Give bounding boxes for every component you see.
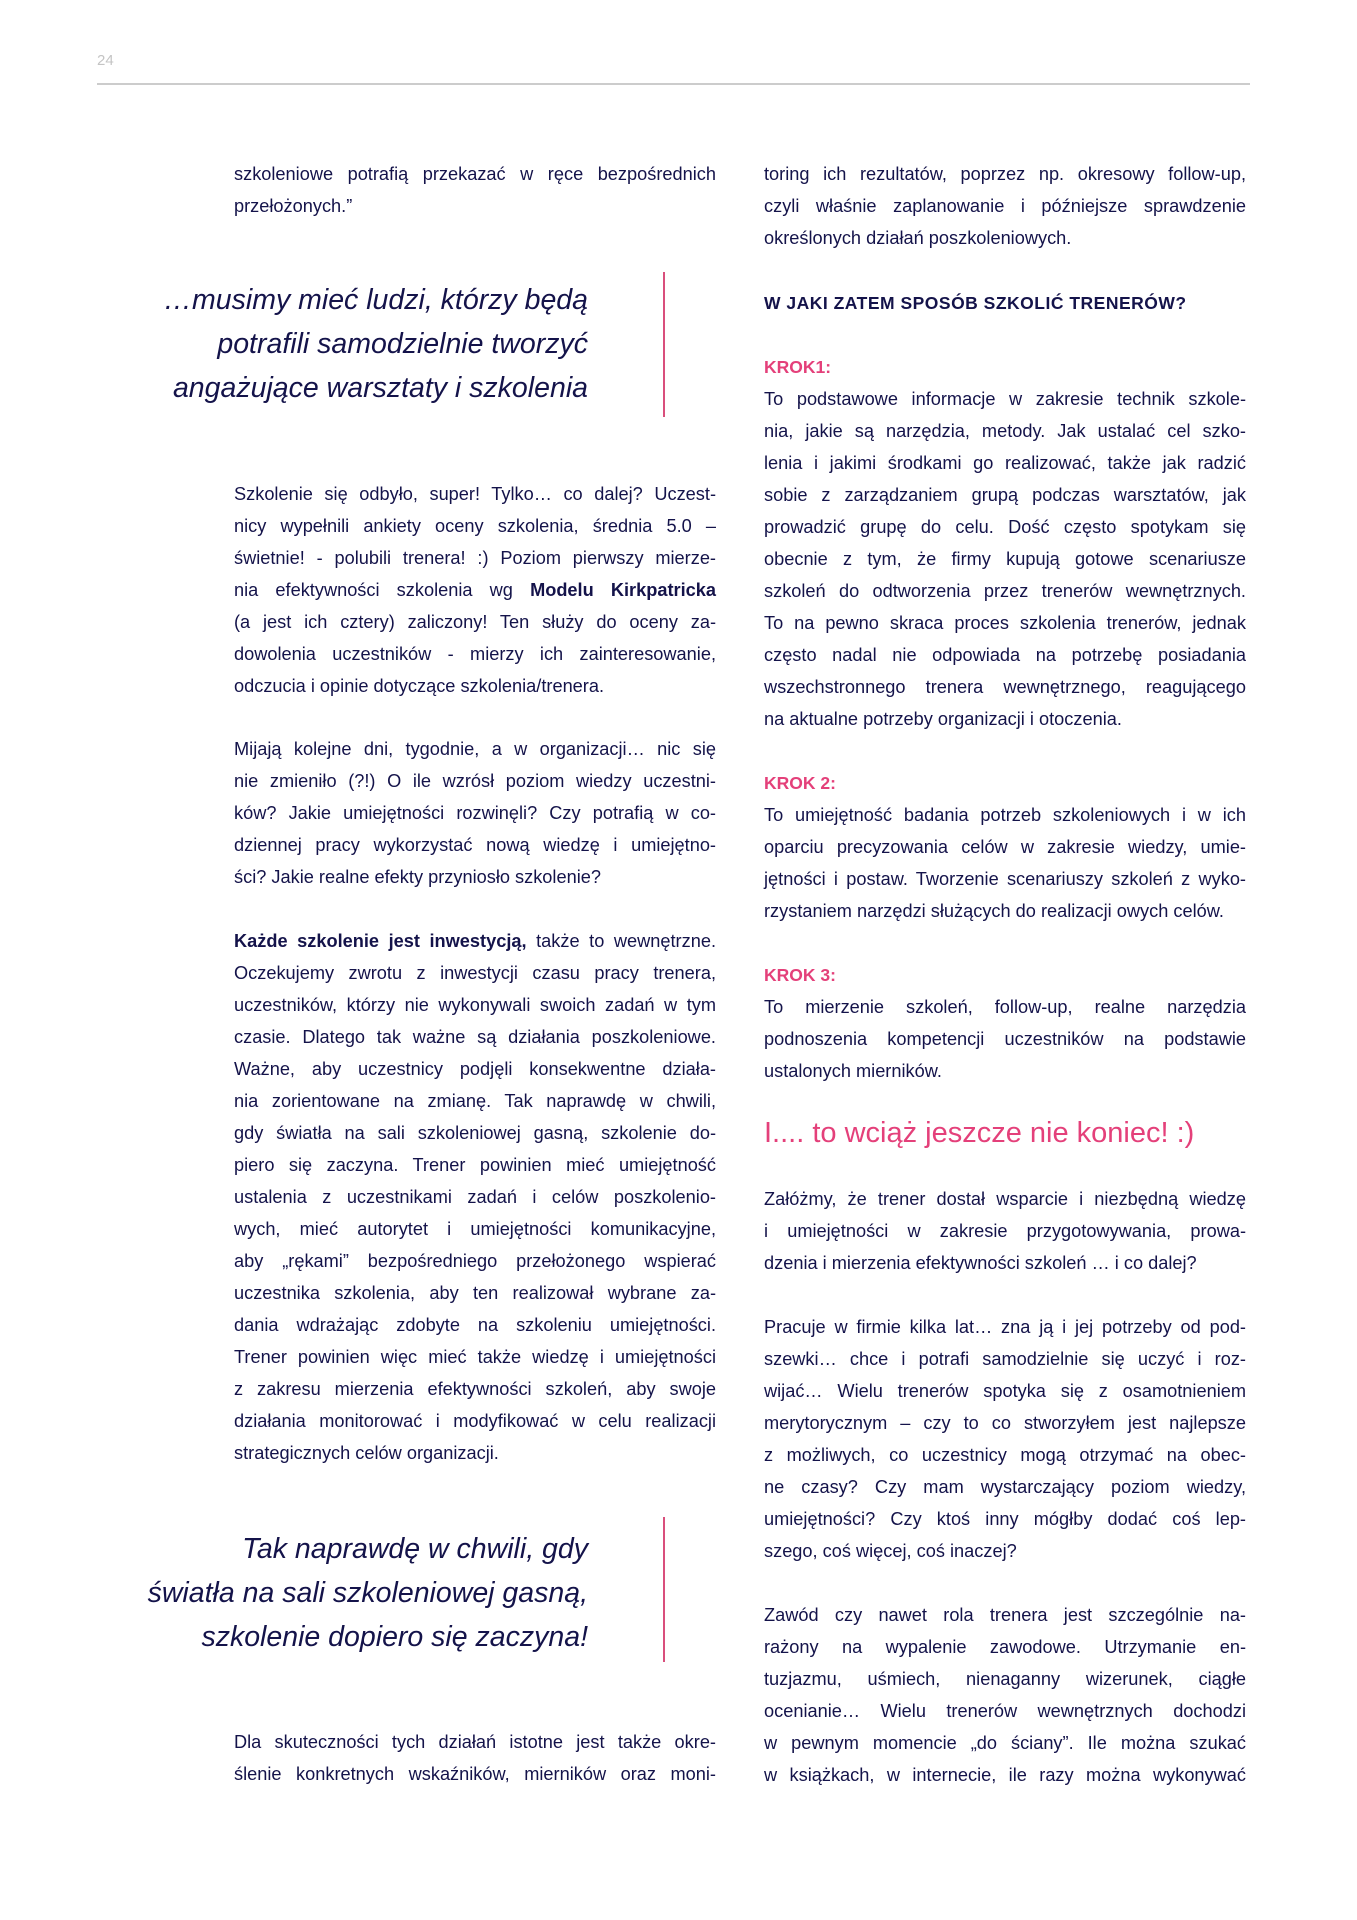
text-line: dania wdrażając zdobyte na szkoleniu umiejętności. [234, 1315, 716, 1335]
text-line: Zawód czy nawet rola trenera jest szczególnie na- [764, 1605, 1246, 1625]
text-line: Pracuje w firmie kilka lat… zna ją i jej potrzeby od pod- [764, 1317, 1246, 1337]
paragraph [764, 1599, 1246, 1791]
paragraph [234, 733, 716, 893]
step-label: KROK 3: [764, 965, 836, 985]
text-line: w pewnym momencie „do ściany”. Ile można szukać [764, 1733, 1246, 1753]
text-line: określonych działań poszkoleniowych. [764, 228, 1072, 248]
text-line: dziennej pracy wykorzystać nową wiedzę i umiejętno- [234, 835, 716, 855]
text-line: nia efektywności szkolenia wg Modelu Kirkpatricka [234, 580, 716, 600]
text-line: działania monitorować i modyfikować w celu realizacji [234, 1411, 716, 1431]
text-line: To podstawowe informacje w zakresie technik szkole- [764, 389, 1246, 409]
right-para-a [764, 1183, 1246, 1279]
text-line: szewki… chce i potrafi samodzielnie się uczyć i roz- [764, 1349, 1246, 1369]
text-line: często nadal nie odpowiada na potrzebę posiadania [764, 645, 1246, 665]
text-line: na aktualne potrzeby organizacji i otoczenia. [764, 709, 1122, 729]
paragraph [764, 1183, 1246, 1279]
paragraph [234, 925, 716, 1469]
paragraph [234, 158, 716, 222]
left-intro [234, 158, 716, 222]
right-para-c [764, 1599, 1246, 1791]
text-line: toring ich rezultatów, poprzez np. okresowy follow-up, [764, 164, 1246, 184]
text-line: podnoszenia kompetencji uczestników na podstawie [764, 1029, 1246, 1049]
text-line: Załóżmy, że trener dostał wsparcie i niezbędną wiedzę [764, 1189, 1246, 1209]
text-line: lenia i jakimi środkami go realizować, także jak radzić [764, 453, 1246, 473]
step-1 [764, 351, 1246, 735]
text-line: gdy światła na sali szkoleniowej gasną, szkolenie do- [234, 1123, 716, 1143]
text-line: szkoleniowe potrafią przekazać w ręce bezpośrednich [234, 164, 716, 184]
text-line: wszechstronnego trenera wewnętrznego, reagującego [764, 677, 1246, 697]
text-line: ślenie konkretnych wskaźników, mierników oraz moni- [234, 1764, 716, 1784]
text-line: dowolenia uczestników - mierzy ich zainteresowanie, [234, 644, 716, 664]
text-line: To mierzenie szkoleń, follow-up, realne narzędzia [764, 997, 1246, 1017]
step-3 [764, 959, 1246, 1087]
text-line: piero się zaczyna. Trener powinien mieć umiejętność [234, 1155, 716, 1175]
step-label: KROK1: [764, 357, 832, 377]
text-line: ustalenia z uczestnikami zadań i celów poszkolenio- [234, 1187, 716, 1207]
pull-quote-1 [100, 278, 588, 410]
paragraph [764, 158, 1246, 254]
text-line: ustalonych mierników. [764, 1061, 942, 1081]
text-line: Szkolenie się odbyło, super! Tylko… co dalej? Uczest- [234, 484, 716, 504]
left-para-4 [234, 1726, 716, 1790]
pull-quote-2 [80, 1527, 588, 1659]
text-line: i umiejętności w zakresie przygotowywania, prowa- [764, 1221, 1246, 1241]
text-line: obecnie z tym, że firmy kupują gotowe scenariusze [764, 549, 1246, 569]
text-line: tuzjazmu, uśmiech, nienaganny wizerunek, ciągłe [764, 1669, 1246, 1689]
step-2 [764, 767, 1246, 927]
step-text [764, 991, 1246, 1087]
step-text [764, 799, 1246, 927]
left-para-3 [234, 925, 716, 1469]
text-line: Mijają kolejne dni, tygodnie, a w organizacji… nic się [234, 739, 716, 759]
caps-heading: W JAKI ZATEM SPOSÓB SZKOLIĆ TRENERÓW? [764, 293, 1187, 313]
paragraph [764, 1311, 1246, 1567]
text-line: ocenianie… Wielu trenerów wewnętrznych dochodzi [764, 1701, 1246, 1721]
step-label: KROK 2: [764, 773, 836, 793]
text-line: czyli właśnie zaplanowanie i późniejsze sprawdzenie [764, 196, 1246, 216]
text-line: merytorycznym – czy to co stworzyłem jest najlepsze [764, 1413, 1246, 1433]
text-line: uczestnika szkolenia, aby ten realizował wybrane za- [234, 1283, 716, 1303]
text-line: szego, coś więcej, coś inaczej? [764, 1541, 1017, 1561]
text-line: oparciu precyzowania celów w zakresie wiedzy, umie- [764, 837, 1246, 857]
quote-line: szkolenie dopiero się zaczyna! [201, 1621, 588, 1653]
pull-quote-1-bar [663, 272, 665, 417]
text-line: Ważne, aby uczestnicy podjęli konsekwentne działa- [234, 1059, 716, 1079]
text-line: nicy wypełnili ankiety oceny szkolenia, średnia 5.0 – [234, 516, 716, 536]
text-line: nie zmieniło (?!) O ile wzrósł poziom wiedzy uczestni- [234, 771, 716, 791]
text-line: z możliwych, co uczestnicy mogą otrzymać na obec- [764, 1445, 1246, 1465]
text-line: z zakresu mierzenia efektywności szkoleń, aby swoje [234, 1379, 716, 1399]
paragraph [234, 478, 716, 702]
right-intro [764, 158, 1246, 254]
text-line: (a jest ich cztery) zaliczony! Ten służy do oceny za- [234, 612, 716, 632]
text-line: prowadzić grupę do celu. Dość często spotykam się [764, 517, 1246, 537]
text-line: szkoleń do odtworzenia przez trenerów wewnętrznych. [764, 581, 1246, 601]
quote-line: Tak naprawdę w chwili, gdy [242, 1533, 588, 1565]
text-line: Oczekujemy zwrotu z inwestycji czasu pracy trenera, [234, 963, 716, 983]
text-line: Trener powinien więc mieć także wiedzę i umiejętności [234, 1347, 716, 1367]
text-line: To umiejętność badania potrzeb szkoleniowych i w ich [764, 805, 1246, 825]
quote-line: …musimy mieć ludzi, którzy będą [163, 284, 588, 316]
right-para-b [764, 1311, 1246, 1567]
text-line: ne czasy? Czy mam wystarczający poziom wiedzy, [764, 1477, 1246, 1497]
text-line: przełożonych.” [234, 196, 353, 216]
text-line: ści? Jakie realne efekty przyniosło szkolenie? [234, 867, 601, 887]
text-line: czasie. Dlatego tak ważne są działania poszkoleniowe. [234, 1027, 716, 1047]
text-line: rzystaniem narzędzi służących do realizacji owych celów. [764, 901, 1224, 921]
text-line: wych, mieć autorytet i umiejętności komunikacyjne, [234, 1219, 716, 1239]
paragraph [234, 1726, 716, 1790]
text-line: Dla skuteczności tych działań istotne jest także okre- [234, 1732, 716, 1752]
quote-line: angażujące warsztaty i szkolenia [172, 372, 588, 404]
text-line: dzenia i mierzenia efektywności szkoleń … i co dalej? [764, 1253, 1197, 1273]
text-line: świetnie! - polubili trenera! :) Poziom pierwszy mierze- [234, 548, 716, 568]
bold-emphasis: Modelu Kirkpatricka [530, 580, 716, 600]
text-line: ków? Jakie umiejętności rozwinęli? Czy potrafią w co- [234, 803, 716, 823]
text-line: w książkach, w internecie, ile razy można wykonywać [764, 1765, 1246, 1785]
page-number: 24 [97, 52, 114, 69]
text-line: umiejętności? Czy ktoś inny mógłby dodać coś lep- [764, 1509, 1246, 1529]
header-rule [97, 83, 1250, 85]
text-line: uczestników, którzy nie wykonywali swoich zadań w tym [234, 995, 716, 1015]
text-line: wijać… Wielu trenerów spotyka się z osamotnieniem [764, 1381, 1246, 1401]
text-line: aby „rękami” bezpośredniego przełożonego wspierać [234, 1251, 716, 1271]
text-line: nia, jakie są narzędzia, metody. Jak ustalać cel szko- [764, 421, 1246, 441]
bold-emphasis: Każde szkolenie jest inwestycją, [234, 931, 527, 951]
text-line: odczucia i opinie dotyczące szkolenia/trenera. [234, 676, 605, 696]
text-line: jętności i postaw. Tworzenie scenariuszy szkoleń z wyko- [764, 869, 1246, 889]
left-para-1 [234, 478, 716, 702]
text-line: To na pewno skraca proces szkolenia trenerów, jednak [764, 613, 1246, 633]
left-para-2 [234, 733, 716, 893]
step-text [764, 383, 1246, 735]
text-line: nia zorientowane na zmianę. Tak naprawdę w chwili, [234, 1091, 716, 1111]
pull-quote-2-bar [663, 1517, 665, 1662]
text-line: sobie z zarządzaniem grupą podczas warsztatów, jak [764, 485, 1246, 505]
text-line: Każde szkolenie jest inwestycją, także to wewnętrzne. [234, 931, 716, 951]
quote-line: potrafili samodzielnie tworzyć [217, 328, 588, 360]
quote-line: światła na sali szkoleniowej gasną, [147, 1577, 588, 1609]
section-heading: I.... to wciąż jeszcze nie koniec! :) [764, 1117, 1195, 1149]
text-line: rażony na wypalenie zawodowe. Utrzymanie en- [764, 1637, 1246, 1657]
text-line: strategicznych celów organizacji. [234, 1443, 499, 1463]
